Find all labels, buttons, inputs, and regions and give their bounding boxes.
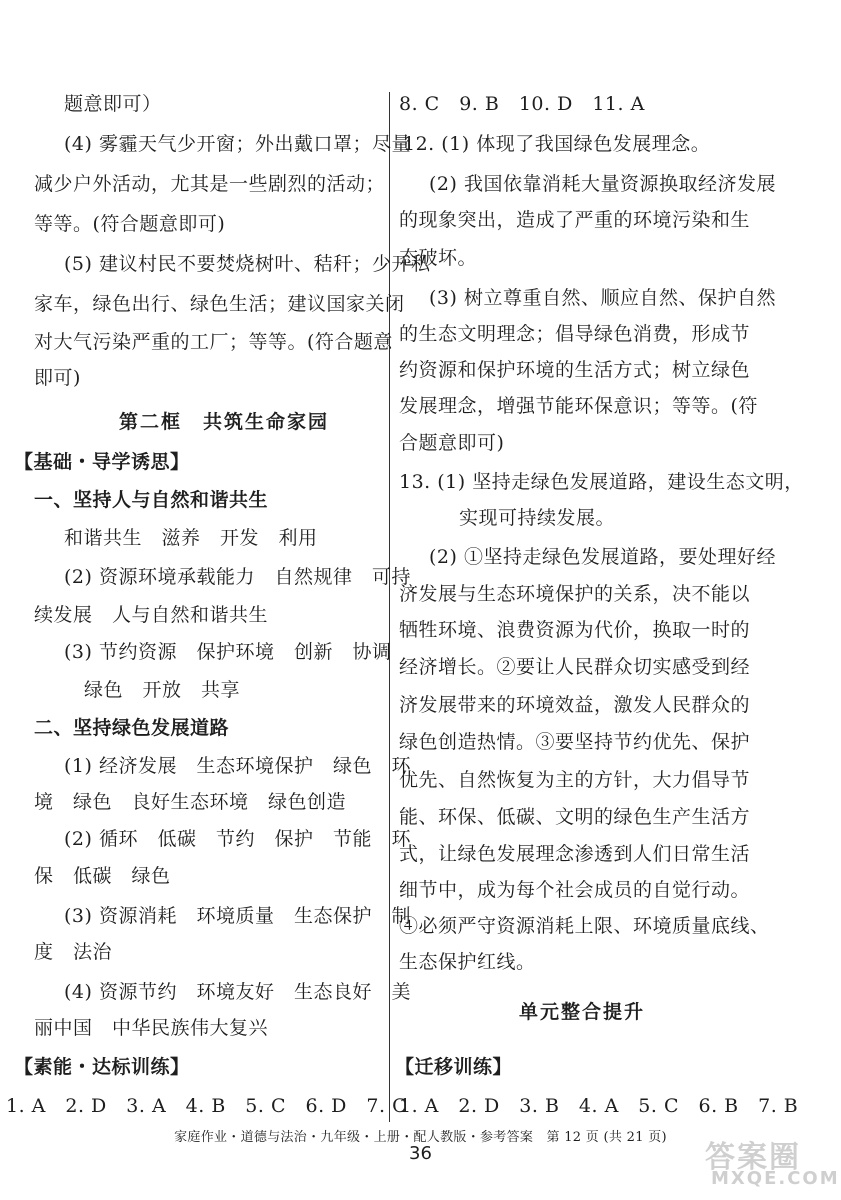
text-line: 减少户外活动，尤其是一些剧烈的活动； (34, 173, 386, 195)
text-line: (3) 树立尊重自然、顺应自然、保护自然 (429, 287, 776, 309)
section-title: 第二框 共筑生命家园 (119, 411, 330, 433)
text-line: 合题意即可) (399, 432, 505, 454)
answer-line: 8. C 9. B 10. D 11. A (399, 93, 645, 115)
text-line: 的生态文明理念；倡导绿色消费，形成节 (399, 323, 751, 345)
text-line: 等等。(符合题意即可) (34, 213, 226, 235)
text-line: (2) 我国依靠消耗大量资源换取经济发展 (429, 173, 776, 195)
text-line: 牺牲环境、浪费资源为代价，换取一时的 (399, 619, 751, 641)
text-line: (3) 节约资源 保护环境 创新 协调 (64, 641, 392, 663)
text-line: 保 低碳 绿色 (34, 865, 171, 887)
text-line: 细节中，成为每个社会成员的自觉行动。 (399, 879, 751, 901)
text-line: 12. (1) 体现了我国绿色发展理念。 (403, 133, 711, 155)
text-line: ④必须严守资源消耗上限、环境质量底线、 (399, 915, 770, 937)
text-line: 对大气污染严重的工厂；等等。(符合题意 (34, 331, 393, 353)
text-line: 度 法治 (34, 941, 113, 963)
heading-2: 二、坚持绿色发展道路 (34, 717, 230, 739)
watermark-text-top: 答案圈 (705, 1140, 801, 1175)
text-line: 绿色创造热情。③要坚持节约优先、保护 (399, 731, 751, 753)
text-line: 境 绿色 良好生态环境 绿色创造 (34, 791, 347, 813)
text-line: 济发展与生态环境保护的关系，决不能以 (399, 583, 751, 605)
text-line: 生态保护红线。 (399, 951, 536, 973)
watermark-text-bottom: MXQE.COM (711, 1168, 840, 1189)
text-line: 式，让绿色发展理念渗透到人们日常生活 (399, 843, 751, 865)
page-number: 36 (409, 1143, 432, 1164)
text-line: 续发展 人与自然和谐共生 (34, 604, 269, 626)
text-line: 能、环保、低碳、文明的绿色生产生活方 (399, 806, 751, 828)
text-line: 发展理念，增强节能环保意识；等等。(符 (399, 395, 758, 417)
text-line: (2) 资源环境承载能力 自然规律 可持 (64, 566, 411, 588)
text-line: 优先、自然恢复为主的方针，大力倡导节 (399, 769, 751, 791)
text-line: 的现象突出，造成了严重的环境污染和生 (399, 209, 751, 231)
text-line: 约资源和保护环境的生活方式；树立绿色 (399, 359, 751, 381)
text-line: 13. (1) 坚持走绿色发展道路，建设生态文明， (399, 471, 804, 493)
text-line: 即可) (34, 367, 81, 389)
text-line: (1) 经济发展 生态环境保护 绿色 环 (64, 755, 411, 777)
tag-transfer: 【迁移训练】 (395, 1056, 513, 1078)
text-line: (5) 建议村民不要焚烧树叶、秸秆；少开私 (64, 253, 431, 275)
text-line: 实现可持续发展。 (459, 507, 616, 529)
answer-line: 1. A 2. D 3. A 4. B 5. C 6. D 7. C (6, 1095, 408, 1117)
text-line: (3) 资源消耗 环境质量 生态保护 制 (64, 905, 411, 927)
watermark-logo (705, 1132, 840, 1192)
text-line: (4) 资源节约 环境友好 生态良好 美 (64, 981, 411, 1003)
text-line: 经济增长。②要让人民群众切实感受到经 (399, 656, 751, 678)
heading-1: 一、坚持人与自然和谐共生 (34, 489, 269, 511)
text-line: 和谐共生 滋养 开发 利用 (64, 527, 318, 549)
text-line: 题意即可） (64, 93, 162, 115)
text-line: (4) 雾霾天气少开窗；外出戴口罩；尽量 (64, 133, 411, 155)
text-line: 绿色 开放 共享 (84, 679, 241, 701)
text-line: 济发展带来的环境效益，激发人民群众的 (399, 694, 751, 716)
page-footer: 家庭作业・道德与法治・九年级・上册・配人教版・参考答案 第 12 页 (共 21 页) (174, 1130, 667, 1145)
text-line: 态破坏。 (399, 247, 478, 269)
tag-basic: 【基础・导学诱思】 (14, 451, 190, 473)
section-title: 单元整合提升 (519, 1001, 646, 1023)
text-line: (2) 循环 低碳 节约 保护 节能 环 (64, 828, 411, 850)
column-divider (389, 92, 390, 1122)
tag-skill: 【素能・达标训练】 (14, 1056, 190, 1078)
answer-line: 1. A 2. D 3. B 4. A 5. C 6. B 7. B (399, 1095, 799, 1117)
text-line: 丽中国 中华民族伟大复兴 (34, 1017, 269, 1039)
text-line: 家车，绿色出行、绿色生活；建议国家关闭 (34, 293, 405, 315)
text-line: (2) ①坚持走绿色发展道路，要处理好经 (429, 546, 776, 568)
